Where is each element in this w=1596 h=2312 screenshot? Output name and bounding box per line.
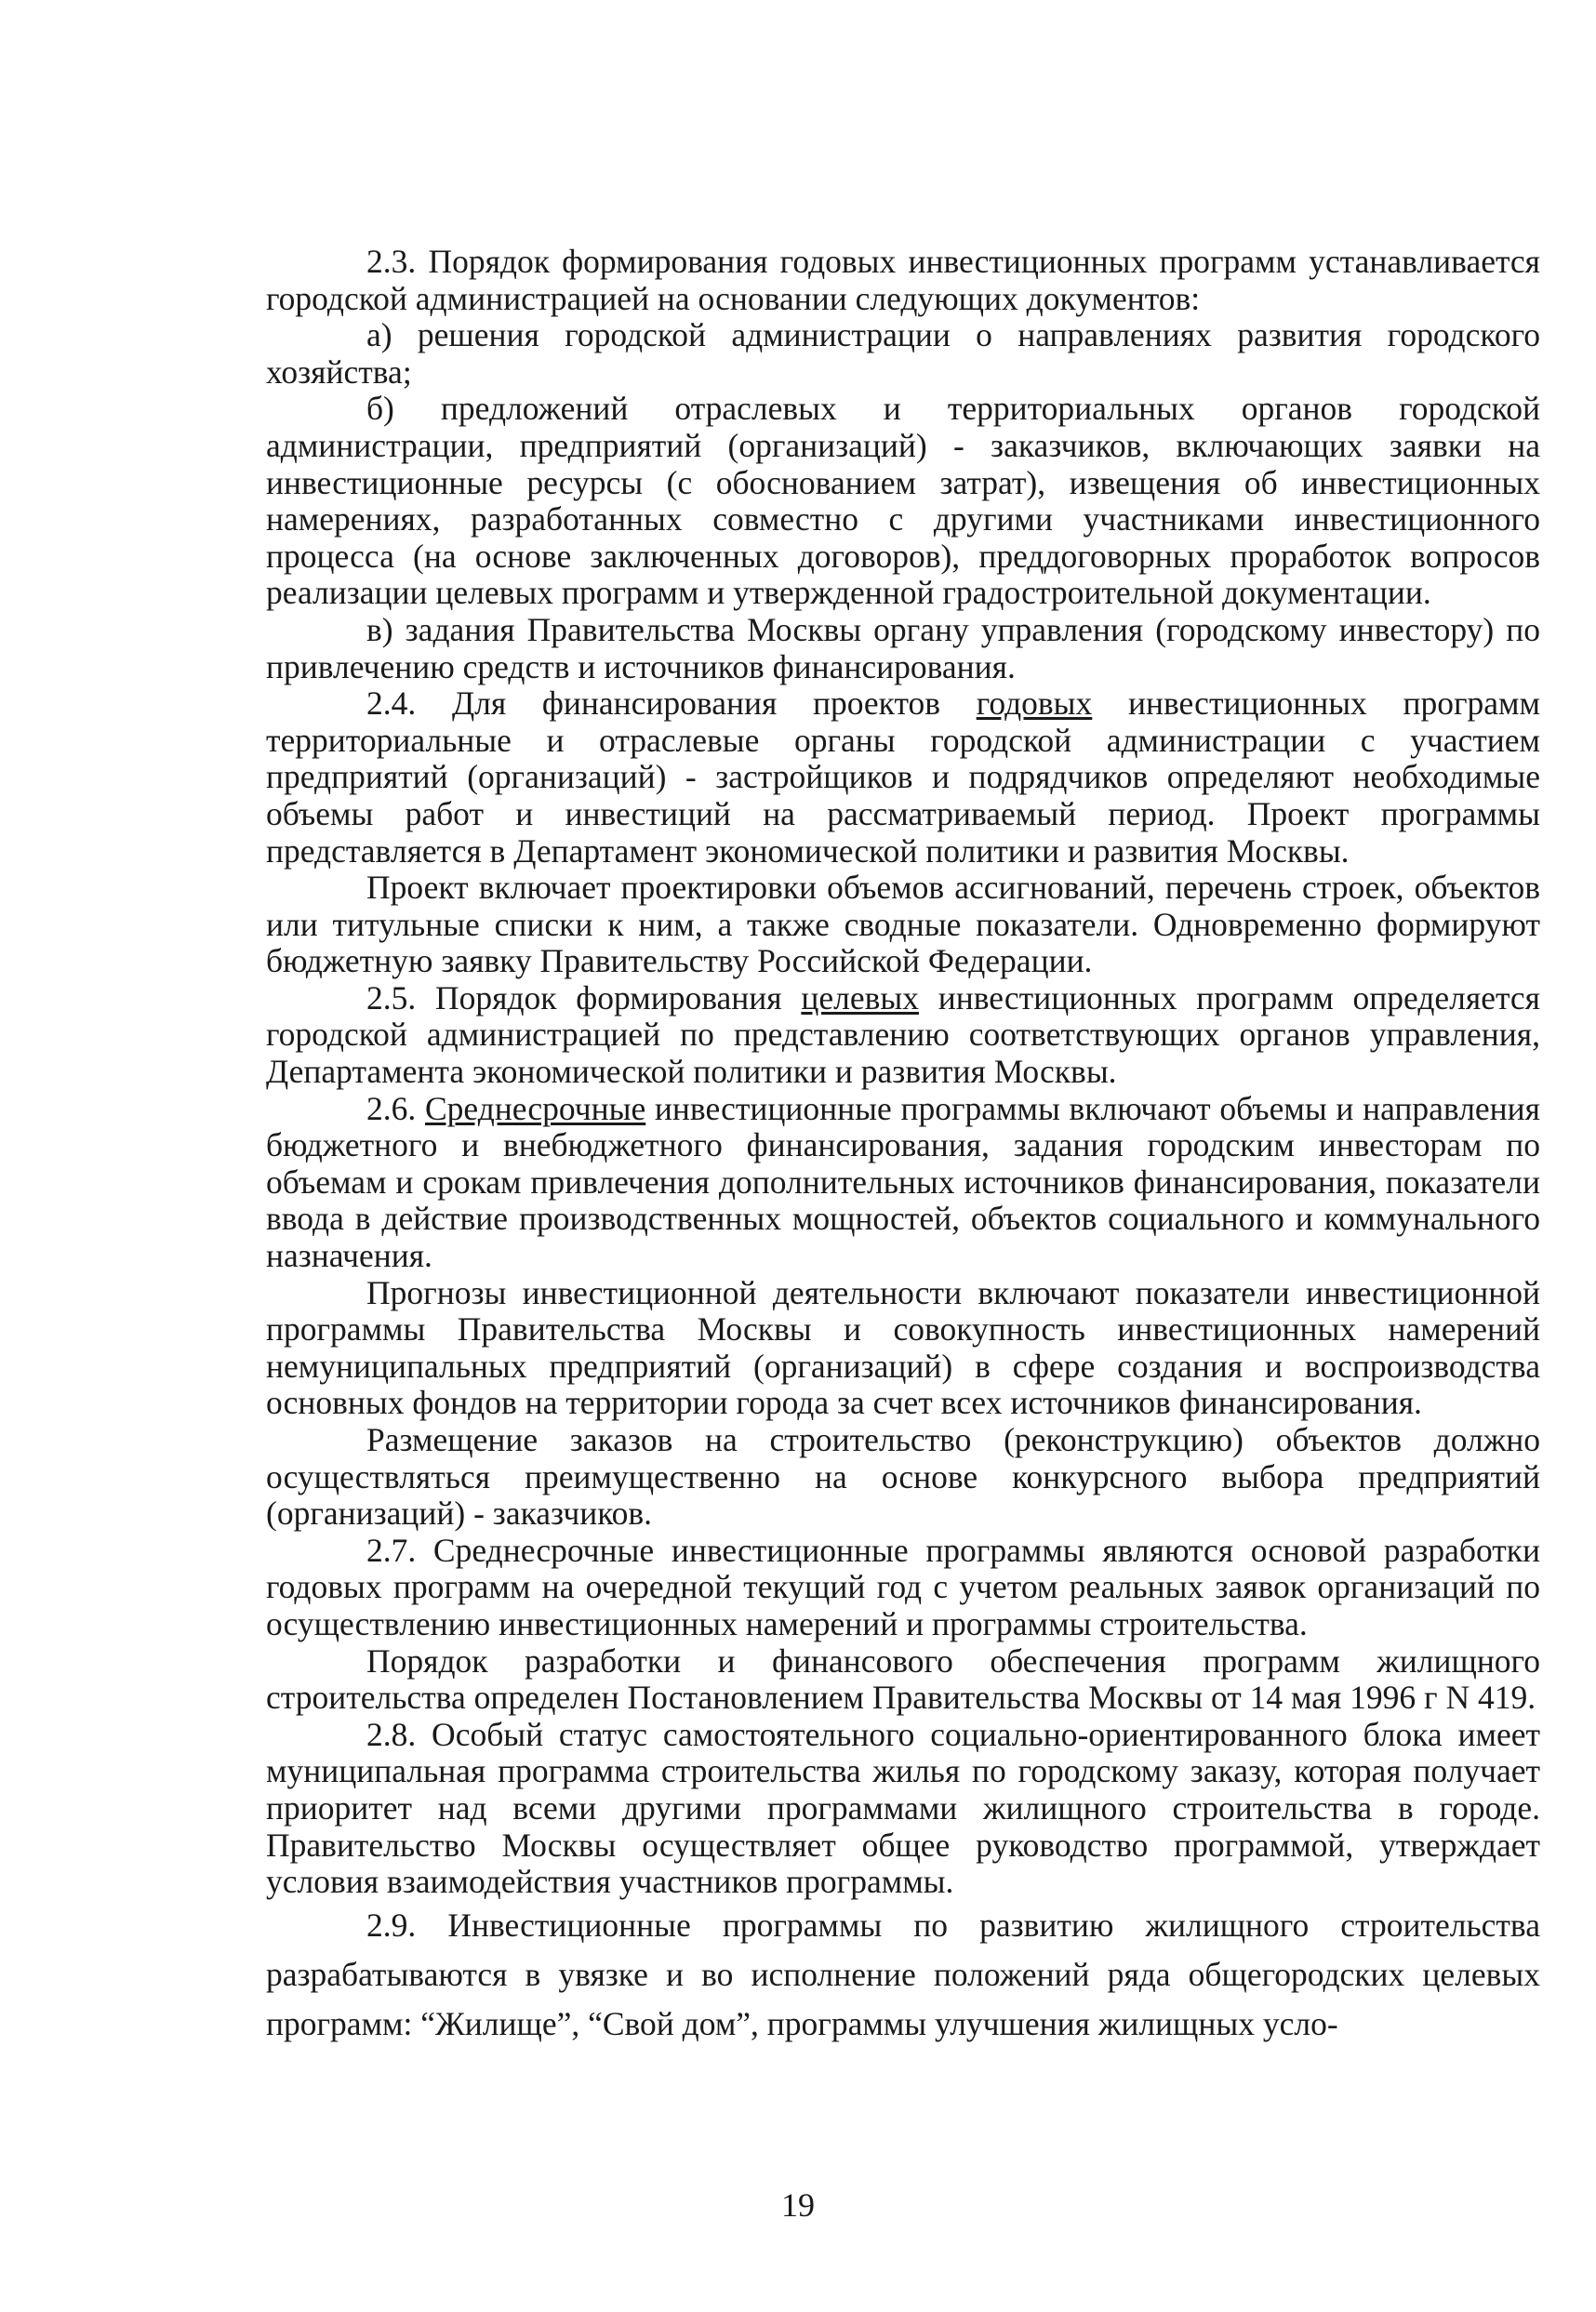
paragraph-project-includes: Проект включает проектировки объемов ассигнований, перечень строек, объектов или титульные списки к ним, а также сводные показатели. Одновременно формируют бюджетную заявку Правительству Российской Федерации. xyxy=(266,869,1540,980)
paragraph-orders-placement: Размещение заказов на строительство (реконструкцию) объектов должно осуществляться преимущественно на основе конкурсного выбора предприятий (организаций) - заказчиков. xyxy=(266,1421,1540,1533)
paragraph-2-9: 2.9. Инвестиционные программы по развитию жилищного строительства разрабатываются в увязке и во исполнение положений ряда общегородских целевых программ: “Жилище”, “Свой дом”, программы улучшения жилищных усло- xyxy=(266,1906,1540,2042)
paragraph-2-3-b: б) предложений отраслевых и территориальных органов городской администрации, предприятий (организаций) - заказчиков, включающих заявки на инвестиционные ресурсы (с обоснованием затрат), извещения об инвестиционных намерениях, разработанных совместно с другими участниками инвестиционного процесса (на основе заключенных договоров), преддоговорных проработок вопросов реализации целевых программ и утвержденной градостроительной документации. xyxy=(266,390,1540,612)
paragraph-2-4-lead: 2.4. Для финансирования проектов xyxy=(366,684,977,723)
paragraph-2-4-rest: инвестиционных программ территориальные и отраслевые органы городской администрации с участием предприятий (организаций) - застройщиков и подрядчиков определяют необходимые объемы работ и инвестиций на рассматриваемый период. Проект программы представляется в Департамент экономической политики и развития Москвы. xyxy=(266,684,1540,870)
underlined-word-targeted: целевых xyxy=(801,978,919,1016)
paragraph-2-7: 2.7. Среднесрочные инвестиционные программы являются основой разработки годовых программ на очередной текущий год с учетом реальных заявок организаций по осуществлению инвестиционных намерений и программы строительства. xyxy=(266,1531,1540,1642)
paragraph-forecasts: Прогнозы инвестиционной деятельности включают показатели инвестиционной программы Правительства Москвы и совокупность инвестиционных намерений немуниципальных предприятий (организаций) в сфере создания и воспроизводства основных фондов на территории города за счет всех источников финансирования. xyxy=(266,1273,1540,1422)
paragraph-2-4 xyxy=(266,685,1540,870)
paragraph-2-5-lead: 2.5. Порядок формирования xyxy=(366,978,802,1016)
paragraph-2-8: 2.8. Особый статус самостоятельного социально-ориентированного блока имеет муниципальная программа строительства жилья по городскому заказу, которая получает приоритет над всеми другими программами жилищного строительства в городе. Правительство Москвы осуществляет общее руководство программой, утверждает условия взаимодействия участников программы. xyxy=(266,1715,1540,1901)
paragraph-2-6-lead: 2.6. xyxy=(366,1089,425,1127)
paragraph-2-6-rest: инвестиционные программы включают объемы и направления бюджетного и внебюджетного финансирования, задания городским инвесторам по объемам и срокам привлечения дополнительных источников финансирования, показатели ввода в действие производственных мощностей, объектов социального и коммунального назначения. xyxy=(266,1089,1541,1275)
paragraph-2-5 xyxy=(266,980,1540,1091)
paragraph-2-6 xyxy=(266,1091,1540,1275)
underlined-word-annual: годовых xyxy=(976,684,1093,723)
paragraph-2-3: 2.3. Порядок формирования годовых инвестиционных программ устанавливается городской администрацией на основании следующих документов: xyxy=(266,243,1540,317)
page-number: 19 xyxy=(781,2186,815,2224)
paragraph-2-5-rest: инвестиционных программ определяется городской администрацией по представлению соответствующих органов управления, Департамента экономической политики и развития Москвы. xyxy=(266,978,1540,1091)
document-body xyxy=(266,244,1540,2049)
paragraph-2-3-a: а) решения городской администрации о направлениях развития городского хозяйства; xyxy=(266,316,1540,391)
underlined-word-medium-term: Среднесрочные xyxy=(424,1089,646,1127)
paragraph-2-3-v: в) задания Правительства Москвы органу управления (городскому инвестору) по привлечению средств и источников финансирования. xyxy=(266,610,1540,685)
paragraph-housing-procedure: Порядок разработки и финансового обеспечения программ жилищного строительства определен Постановлением Правительства Москвы от 14 мая 1996 г N 419. xyxy=(266,1641,1540,1717)
